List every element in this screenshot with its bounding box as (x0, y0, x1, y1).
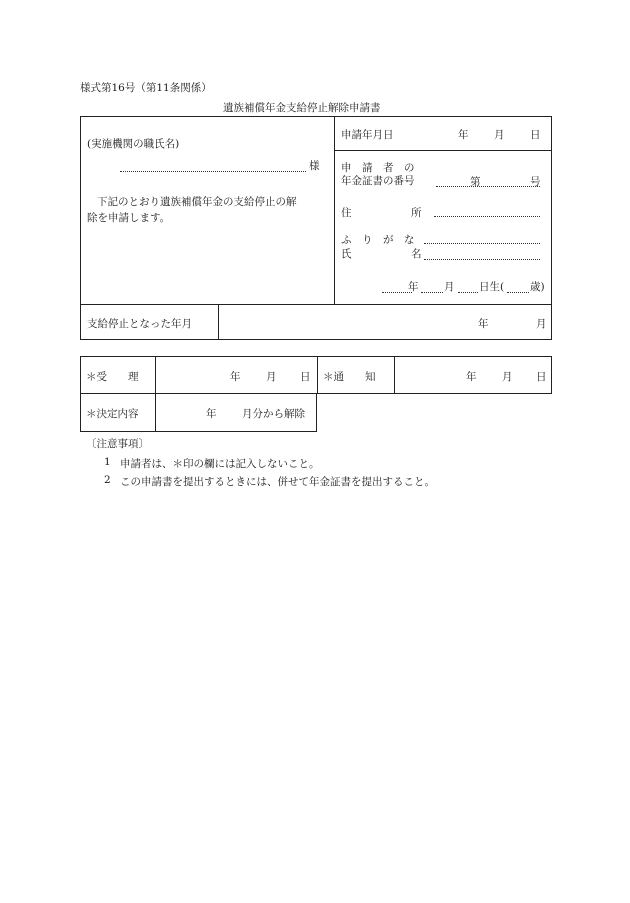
suspension-year-unit: 年 (478, 318, 489, 330)
receipt-day: 日 (300, 371, 311, 383)
receipt-notice-divider (317, 356, 318, 394)
suspension-month-label: 支給停止となった年月 (87, 318, 192, 330)
notice-month: 月 (502, 371, 513, 383)
certificate-number-suffix: 号 (530, 176, 541, 188)
certificate-number-line[interactable] (436, 186, 540, 187)
decision-label-divider (155, 393, 156, 432)
form-number: 様式第16号（第11条関係） (80, 82, 212, 94)
statement-line-1: 下記のとおり遺族補償年金の支給停止の解 (97, 196, 297, 208)
notice-label: ＊通 知 (323, 371, 376, 383)
notes-heading: 〔注意事項〕 (86, 438, 149, 450)
suspension-label-divider (218, 304, 219, 340)
note-2-number: 2 (104, 474, 111, 486)
name-input-line[interactable] (424, 259, 540, 260)
name-label-2: 名 (411, 248, 422, 260)
decision-year: 年 (206, 408, 217, 420)
receipt-month: 月 (266, 371, 277, 383)
decision-text: 月分から解除 (242, 408, 305, 420)
birth-day-line[interactable] (458, 292, 478, 293)
official-name-input-line[interactable] (120, 171, 306, 172)
suspension-month-unit: 月 (536, 318, 547, 330)
birth-month-line[interactable] (421, 292, 443, 293)
notice-day: 日 (536, 371, 547, 383)
statement-line-2: 除を申請します。 (87, 212, 171, 224)
certificate-number-prefix: 第 (470, 176, 481, 188)
receipt-label-divider (155, 356, 156, 394)
official-name-label: (実施機関の職氏名) (87, 138, 180, 150)
receipt-label: ＊受 理 (86, 371, 139, 383)
office-use-receipt-notice-row (80, 356, 552, 394)
column-divider (334, 116, 335, 304)
application-date-label: 申請年月日 (341, 129, 394, 141)
notice-year: 年 (466, 371, 477, 383)
age-line[interactable] (507, 292, 529, 293)
notice-label-divider (394, 356, 395, 394)
decision-label: ＊決定内容 (86, 408, 139, 420)
address-label-1: 住 (341, 207, 352, 219)
application-date-year: 年 (458, 129, 469, 141)
receipt-year: 年 (230, 371, 241, 383)
address-input-line[interactable] (434, 216, 540, 217)
note-1-text: 申請者は、＊印の欄には記入しないこと。 (120, 458, 320, 470)
application-date-day: 日 (530, 129, 541, 141)
note-2-text: この申請書を提出するときには、併せて年金証書を提出すること。 (120, 476, 435, 488)
birth-month-label: 月 (444, 281, 455, 293)
furigana-input-line[interactable] (424, 243, 540, 244)
address-label-2: 所 (411, 207, 422, 219)
form-title: 遺族補償年金支給停止解除申請書 (223, 102, 381, 114)
furigana-label: ふ り が な (341, 234, 415, 246)
date-row-divider (334, 150, 552, 151)
application-date-month: 月 (494, 129, 505, 141)
name-label-1: 氏 (341, 248, 352, 260)
birth-day-label: 日生( (479, 281, 505, 293)
suspension-row-divider (80, 304, 552, 305)
birth-year-label: 年 (408, 281, 419, 293)
note-1-number: 1 (104, 456, 111, 468)
age-label: 歳) (530, 281, 545, 293)
applicant-label-top: 申 請 者 の (341, 162, 415, 174)
applicant-label-bottom: 年金証書の番号 (341, 175, 415, 187)
honorific-sama: 様 (309, 160, 320, 172)
